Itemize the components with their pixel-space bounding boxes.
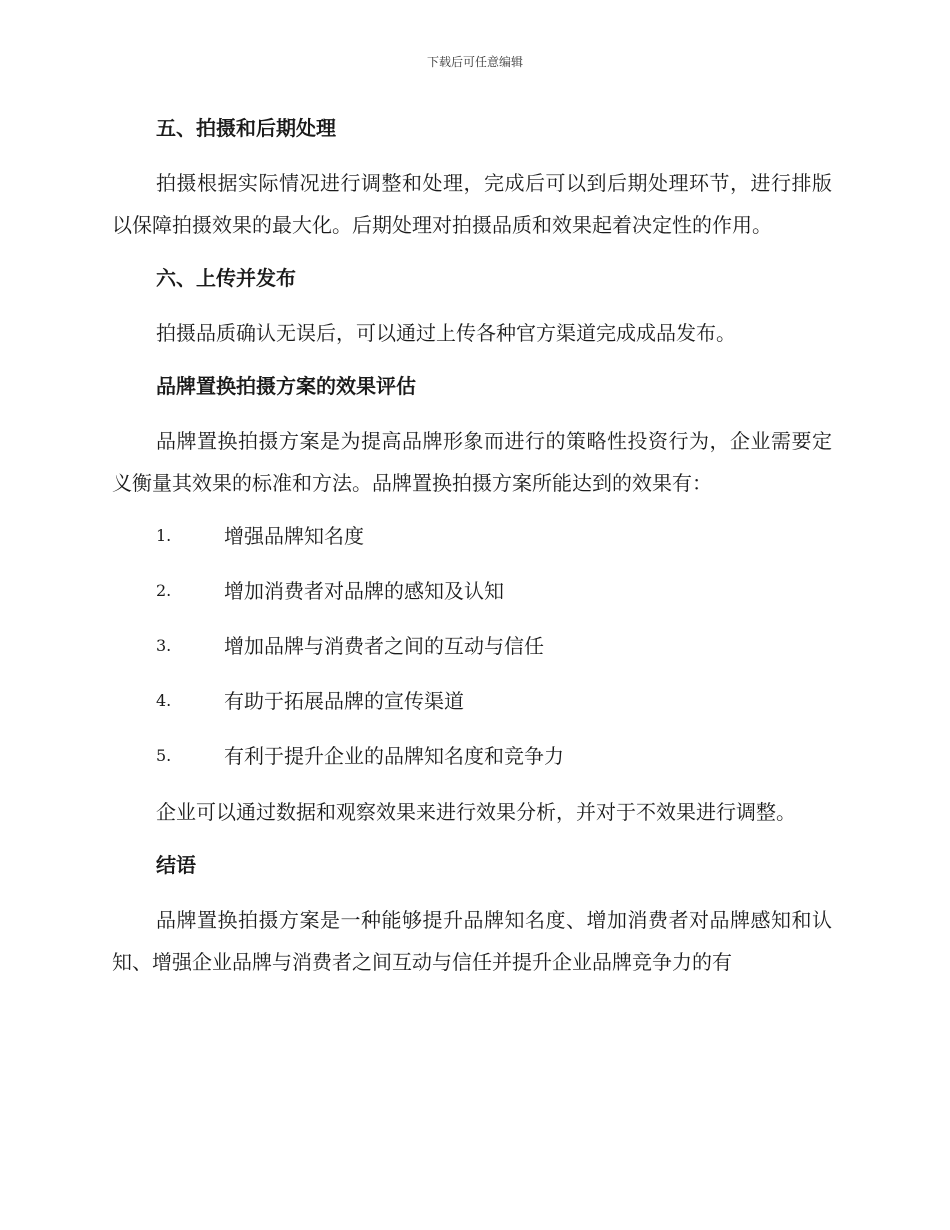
list-item [112,571,832,611]
list-item-text: 有利于提升企业的品牌知名度和竞争力 [224,744,564,768]
list-item [112,736,832,776]
list-item-number: 1. [156,526,172,545]
list-item-text: 增加品牌与消费者之间的互动与信任 [224,634,544,658]
list-item [112,516,832,556]
section-heading-post-processing: 五、拍摄和后期处理 [156,116,336,140]
list-item-text: 增加消费者对品牌的感知及认知 [224,579,504,603]
paragraph-post-processing: 拍摄根据实际情况进行调整和处理，完成后可以到后期处理环节，进行排版以保障拍摄效果的最大化。后期处理对拍摄品质和效果起着决定性的作用。 [112,171,832,237]
document-body [112,108,832,995]
paragraph-conclusion: 品牌置换拍摄方案是一种能够提升品牌知名度、增加消费者对品牌感知和认知、增强企业品牌与消费者之间互动与信任并提升企业品牌竞争力的有 [112,908,832,974]
list-item-number: 2. [156,581,172,600]
list-item-number: 3. [156,636,172,655]
list-item-text: 有助于拓展品牌的宣传渠道 [224,689,464,713]
section-heading-effect-evaluation: 品牌置换拍摄方案的效果评估 [156,374,416,398]
paragraph-upload-publish: 拍摄品质确认无误后，可以通过上传各种官方渠道完成成品发布。 [156,321,736,345]
section-heading-upload-publish: 六、上传并发布 [156,266,296,290]
page-header: 下载后可任意编辑 [426,55,523,69]
list-item [112,681,832,721]
paragraph-effect-analysis: 企业可以通过数据和观察效果来进行效果分析，并对于不效果进行调整。 [156,800,796,824]
paragraph-effect-evaluation: 品牌置换拍摄方案是为提高品牌形象而进行的策略性投资行为，企业需要定义衡量其效果的标准和方法。品牌置换拍摄方案所能达到的效果有： [112,429,832,495]
list-item [112,626,832,666]
effects-list [112,516,832,776]
list-item-number: 5. [156,746,172,765]
section-heading-conclusion: 结语 [156,853,196,877]
list-item-text: 增强品牌知名度 [224,524,364,548]
list-item-number: 4. [156,691,172,710]
